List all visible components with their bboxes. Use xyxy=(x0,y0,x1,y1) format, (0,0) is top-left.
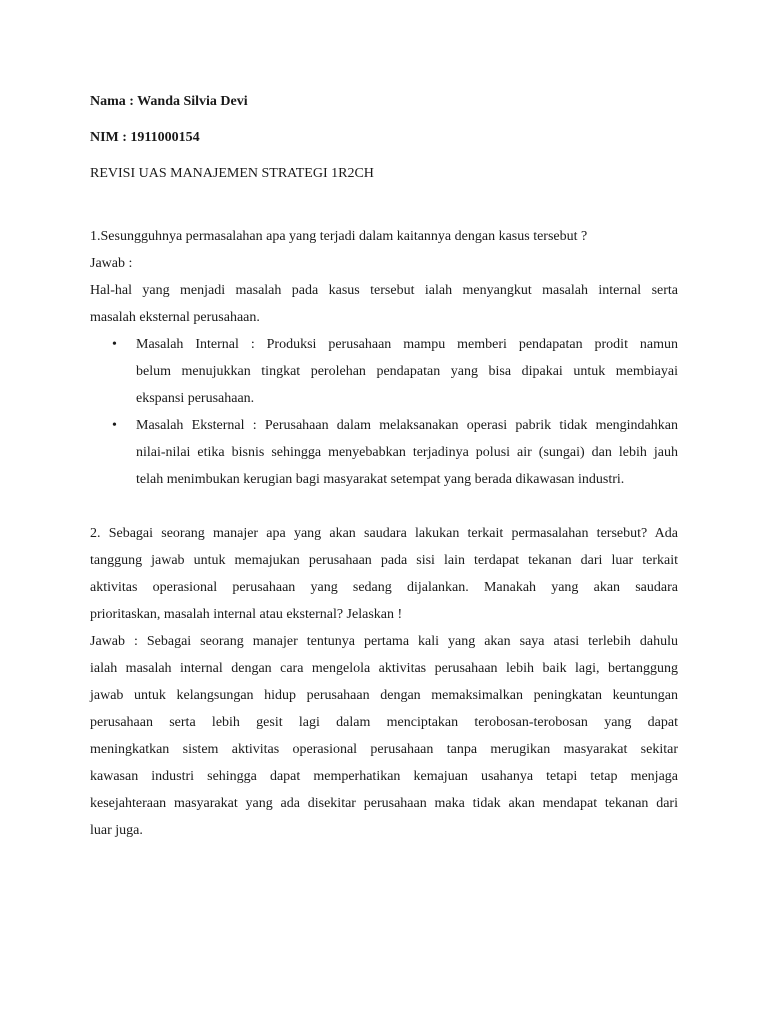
answer-2-line: ialah masalah internal dengan cara mengelola aktivitas perusahaan lebih baik lagi, bertanggung xyxy=(90,661,678,676)
answer-2-line: kesejahteraan masyarakat yang ada disekitar perusahaan maka tidak akan mendapat tekanan dari xyxy=(90,796,678,811)
bullet-internal-line: ekspansi perusahaan. xyxy=(136,391,255,406)
answer-2-line: jawab untuk kelangsungan hidup perusahaan dengan memaksimalkan peningkatan keuntungan xyxy=(90,688,678,703)
question-2-line: aktivitas operasional perusahaan yang sedang dijalankan. Manakah yang akan saudara xyxy=(90,580,678,595)
bullet-external-line: nilai-nilai etika bisnis sehingga menyebabkan terjadinya polusi air (sungai) dan lebih jauh xyxy=(136,445,678,460)
student-nim: NIM : 1911000154 xyxy=(90,130,200,145)
bullet-external-line: Masalah Eksternal : Perusahaan dalam melaksanakan operasi pabrik tidak mengindahkan xyxy=(136,418,678,433)
answer-2-line: kawasan industri sehingga dapat memperhatikan kemajuan usahanya tetapi tetap menjaga xyxy=(90,769,678,784)
bullet-icon: • xyxy=(112,418,117,433)
answer-2-line: meningkatkan sistem aktivitas operasional perusahaan tanpa merugikan masyarakat sekitar xyxy=(90,742,678,757)
question-2-line: 2. Sebagai seorang manajer apa yang akan saudara lakukan terkait permasalahan tersebut? Ada xyxy=(90,526,678,541)
bullet-icon: • xyxy=(112,337,117,352)
answer-1-label: Jawab : xyxy=(90,256,133,271)
answer-1-intro-line: Hal-hal yang menjadi masalah pada kasus tersebut ialah menyangkut masalah internal serta xyxy=(90,283,678,298)
question-2-line: tanggung jawab untuk memajukan perusahaan pada sisi lain terdapat tekanan dari luar terkait xyxy=(90,553,678,568)
question-2-line: prioritaskan, masalah internal atau eksternal? Jelaskan ! xyxy=(90,607,403,622)
question-1: 1.Sesungguhnya permasalahan apa yang terjadi dalam kaitannya dengan kasus tersebut ? xyxy=(90,229,588,244)
document-title: REVISI UAS MANAJEMEN STRATEGI 1R2CH xyxy=(90,166,374,181)
answer-2-line: perusahaan serta lebih gesit lagi dalam menciptakan terobosan-terobosan yang dapat xyxy=(90,715,678,730)
bullet-internal-line: Masalah Internal : Produksi perusahaan mampu memberi pendapatan prodit namun xyxy=(136,337,678,352)
bullet-external-line: telah menimbukan kerugian bagi masyarakat setempat yang berada dikawasan industri. xyxy=(136,472,625,487)
student-name: Nama : Wanda Silvia Devi xyxy=(90,94,248,109)
bullet-internal-line: belum menujukkan tingkat perolehan pendapatan yang bisa dipakai untuk membiayai xyxy=(136,364,678,379)
answer-2-line: luar juga. xyxy=(90,823,143,838)
answer-1-intro-line: masalah eksternal perusahaan. xyxy=(90,310,260,325)
answer-2-line: Jawab : Sebagai seorang manajer tentunya pertama kali yang akan saya atasi terlebih dahulu xyxy=(90,634,678,649)
